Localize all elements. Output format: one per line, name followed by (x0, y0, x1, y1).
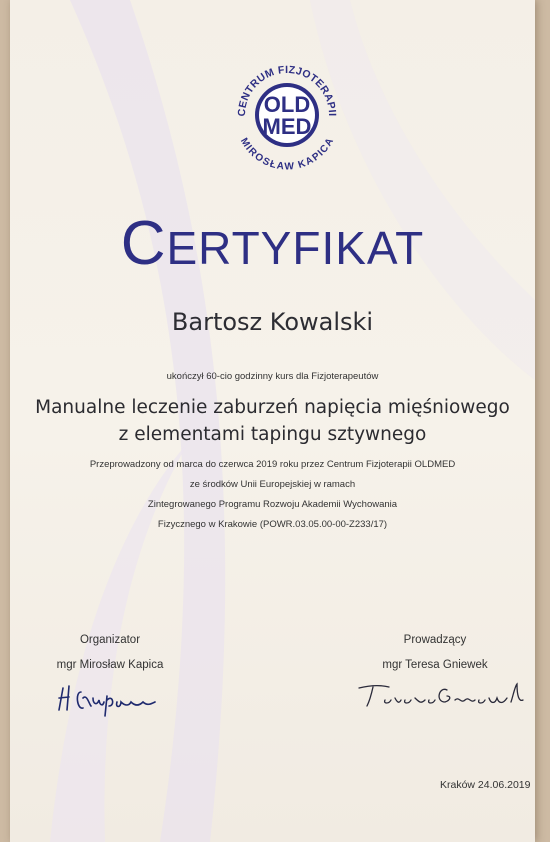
organizer-role: Organizator (79, 634, 141, 646)
completion-statement: ukończył 60-cio godzinny kurs dla Fizjoterapeutów (166, 371, 379, 382)
instructor-name: mgr Teresa Gniewek (382, 659, 488, 671)
logo-ring-bottom-text: MIROSŁAW KAPICA (237, 136, 337, 173)
course-title (10, 394, 535, 448)
details-line: Zintegrowanego Programu Rozwoju Akademii Wychowania (147, 499, 398, 510)
course-title-line2: z elementami tapingu sztywnego (118, 424, 427, 445)
certificate-title-rest: ERTYFIKAT (166, 222, 425, 274)
certificate-title (10, 208, 535, 279)
organizer-signature-block (30, 628, 190, 678)
certificate-title-initial: C (120, 209, 167, 278)
course-title-line1: Manualne leczenie zaburzeń napięcia mięśniowego (35, 397, 510, 418)
oldmed-logo (232, 52, 342, 176)
details-line: Przeprowadzony od marca do czerwca 2019 roku przez Centrum Fizjoterapii OLDMED (89, 459, 456, 470)
course-details (10, 455, 535, 535)
recipient-name: Bartosz Kowalski (171, 308, 374, 336)
certificate-page (10, 0, 535, 842)
details-line: ze środków Unii Europejskiej w ramach (189, 479, 356, 490)
organizer-handwritten-signature (55, 680, 165, 720)
issue-date: Kraków 24.06.2019 (440, 779, 531, 791)
instructor-handwritten-signature (355, 676, 530, 716)
logo-center-line2: MED (262, 114, 312, 139)
logo-ring-top-text: CENTRUM FIZJOTERAPII (235, 63, 339, 117)
instructor-role: Prowadzący (403, 634, 467, 646)
instructor-signature-block (350, 628, 520, 678)
details-line: Fizycznego w Krakowie (POWR.03.05.00-00-Z233/17) (157, 519, 388, 530)
logo-center-line1: OLD (263, 92, 311, 117)
organizer-name: mgr Mirosław Kapica (56, 659, 164, 671)
